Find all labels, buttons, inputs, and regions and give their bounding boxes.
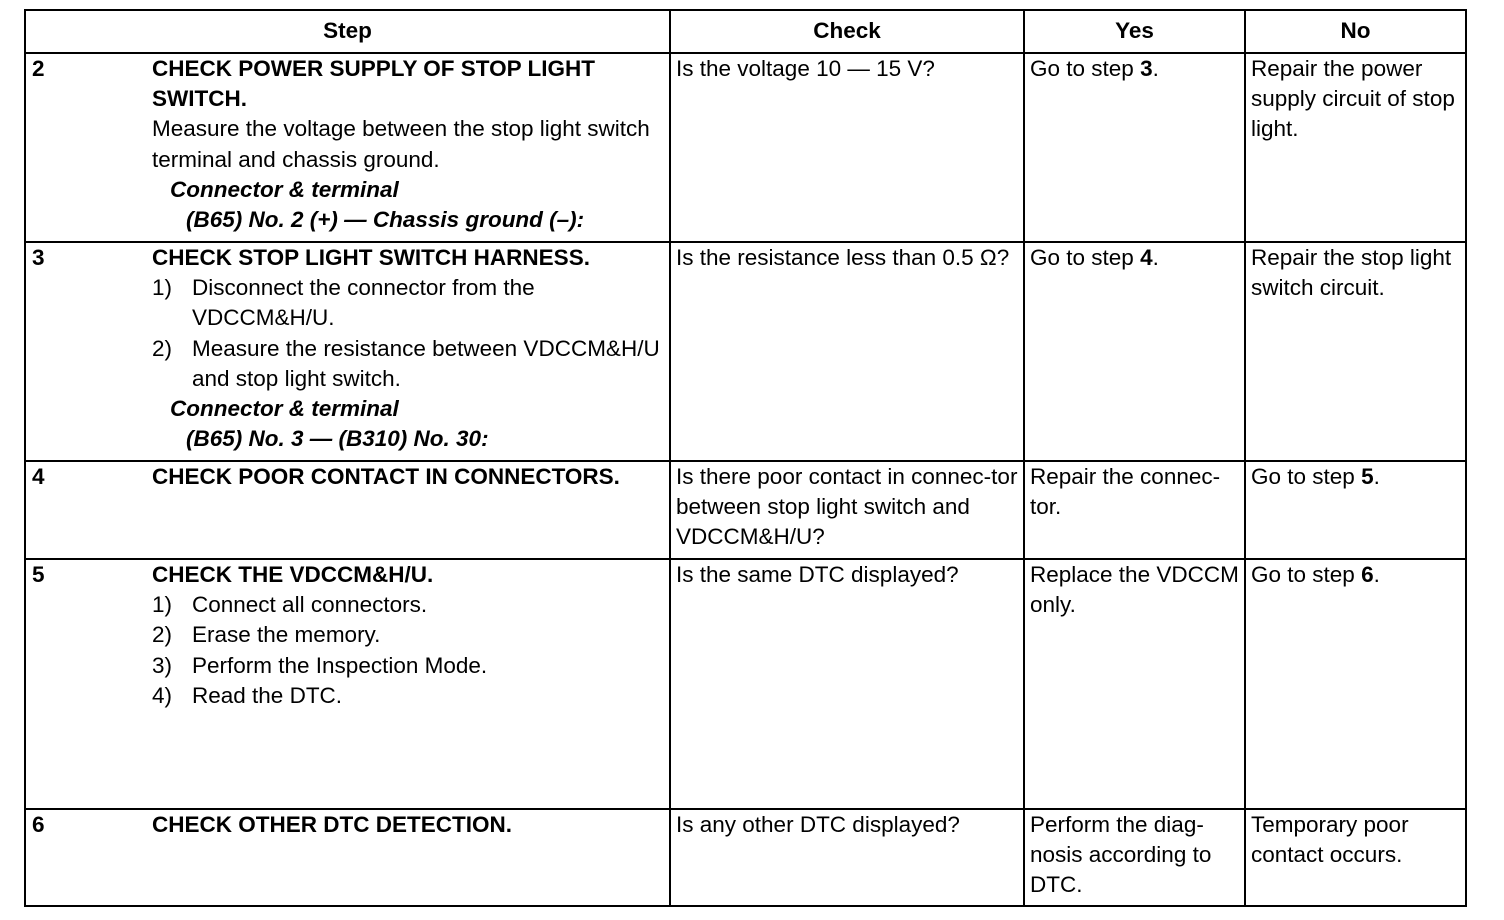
header-row xyxy=(25,10,1466,53)
step-title: CHECK POWER SUPPLY OF STOP LIGHT SWITCH. xyxy=(152,56,595,112)
no-cell xyxy=(1245,53,1466,242)
procedure-text: Connect all connectors. xyxy=(192,592,428,618)
yes-step-ref: 4 xyxy=(1140,245,1153,270)
step-cell xyxy=(25,559,670,809)
check-text: Is any other DTC displayed? xyxy=(676,812,960,837)
step-number: 2 xyxy=(32,56,45,81)
yes-text: Perform the diag-nosis according to DTC. xyxy=(1030,812,1212,898)
step-cell xyxy=(25,53,670,242)
yes-cell xyxy=(1024,53,1245,242)
procedure-number: 1) xyxy=(152,592,173,618)
table-row xyxy=(25,242,1466,461)
diagnostic-table xyxy=(24,9,1467,907)
step-number: 4 xyxy=(32,464,45,489)
step-number: 3 xyxy=(32,245,45,270)
check-text: Is the same DTC displayed? xyxy=(676,562,959,587)
no-cell xyxy=(1245,559,1466,809)
check-text: Is the resistance less than 0.5 Ω? xyxy=(676,245,1010,270)
no-suffix: . xyxy=(1373,464,1380,489)
procedure-text: Perform the Inspection Mode. xyxy=(192,652,488,678)
check-cell xyxy=(670,461,1024,559)
no-step-ref: 5 xyxy=(1361,464,1374,489)
yes-suffix: . xyxy=(1152,245,1159,270)
procedure-text: Disconnect the connector from the VDCCM&H/U. xyxy=(192,275,535,331)
step-title: CHECK THE VDCCM&H/U. xyxy=(152,562,434,587)
no-text: Go to step xyxy=(1251,562,1362,587)
header-check: Check xyxy=(670,10,1024,53)
no-cell xyxy=(1245,809,1466,906)
no-text: Repair the power supply circuit of stop light. xyxy=(1251,56,1455,142)
yes-cell xyxy=(1024,559,1245,809)
procedure-item xyxy=(152,273,665,333)
yes-cell xyxy=(1024,809,1245,906)
step-cell xyxy=(25,242,670,461)
procedure-item xyxy=(152,334,665,394)
header-step: Step xyxy=(25,10,670,53)
table-row xyxy=(25,53,1466,242)
procedure-text: Read the DTC. xyxy=(192,682,343,708)
yes-step-ref: 3 xyxy=(1140,56,1153,81)
table-row xyxy=(25,461,1466,559)
procedure-number: 1) xyxy=(152,275,173,301)
connector-label: Connector & terminal xyxy=(170,396,399,422)
yes-cell xyxy=(1024,461,1245,559)
step-cell xyxy=(25,461,670,559)
table-row xyxy=(25,809,1466,906)
yes-text: Go to step xyxy=(1030,245,1141,270)
procedure-item xyxy=(152,620,665,650)
no-text: Temporary poor contact occurs. xyxy=(1251,812,1409,868)
procedure-item xyxy=(152,590,665,620)
connector-terminal: (B65) No. 2 (+) — Chassis ground (–): xyxy=(186,207,585,233)
no-text: Repair the stop light switch circuit. xyxy=(1251,245,1452,301)
no-cell xyxy=(1245,242,1466,461)
step-title: CHECK OTHER DTC DETECTION. xyxy=(152,812,512,837)
procedure-text: Measure the resistance between VDCCM&H/U and stop light switch. xyxy=(192,335,660,391)
procedure-text: Erase the memory. xyxy=(192,622,381,648)
connector-label: Connector & terminal xyxy=(170,176,399,202)
check-cell xyxy=(670,559,1024,809)
procedure-number: 2) xyxy=(152,622,173,648)
header-no: No xyxy=(1245,10,1466,53)
procedure-item xyxy=(152,681,665,711)
header-yes: Yes xyxy=(1024,10,1245,53)
step-title: CHECK POOR CONTACT IN CONNECTORS. xyxy=(152,464,620,489)
yes-text: Replace the VDCCM only. xyxy=(1030,562,1239,618)
no-step-ref: 6 xyxy=(1361,562,1374,587)
connector-terminal: (B65) No. 3 — (B310) No. 30: xyxy=(186,426,489,452)
no-text: Go to step xyxy=(1251,464,1362,489)
step-description: Measure the voltage between the stop light switch terminal and chassis ground. xyxy=(152,116,650,172)
procedure-item xyxy=(152,651,665,681)
step-title: CHECK STOP LIGHT SWITCH HARNESS. xyxy=(152,245,590,270)
check-cell xyxy=(670,242,1024,461)
procedure-number: 3) xyxy=(152,652,173,678)
procedure-number: 2) xyxy=(152,335,173,361)
table-row xyxy=(25,559,1466,809)
yes-suffix: . xyxy=(1152,56,1159,81)
no-cell xyxy=(1245,461,1466,559)
step-number: 5 xyxy=(32,562,45,587)
check-text: Is the voltage 10 — 15 V? xyxy=(676,56,935,81)
yes-text: Go to step xyxy=(1030,56,1141,81)
check-cell xyxy=(670,53,1024,242)
check-text: Is there poor contact in connec-tor between stop light switch and VDCCM&H/U? xyxy=(676,464,1018,550)
yes-text: Repair the connec-tor. xyxy=(1030,464,1221,520)
step-number: 6 xyxy=(32,812,45,837)
step-cell xyxy=(25,809,670,906)
yes-cell xyxy=(1024,242,1245,461)
procedure-number: 4) xyxy=(152,682,173,708)
check-cell xyxy=(670,809,1024,906)
no-suffix: . xyxy=(1373,562,1380,587)
